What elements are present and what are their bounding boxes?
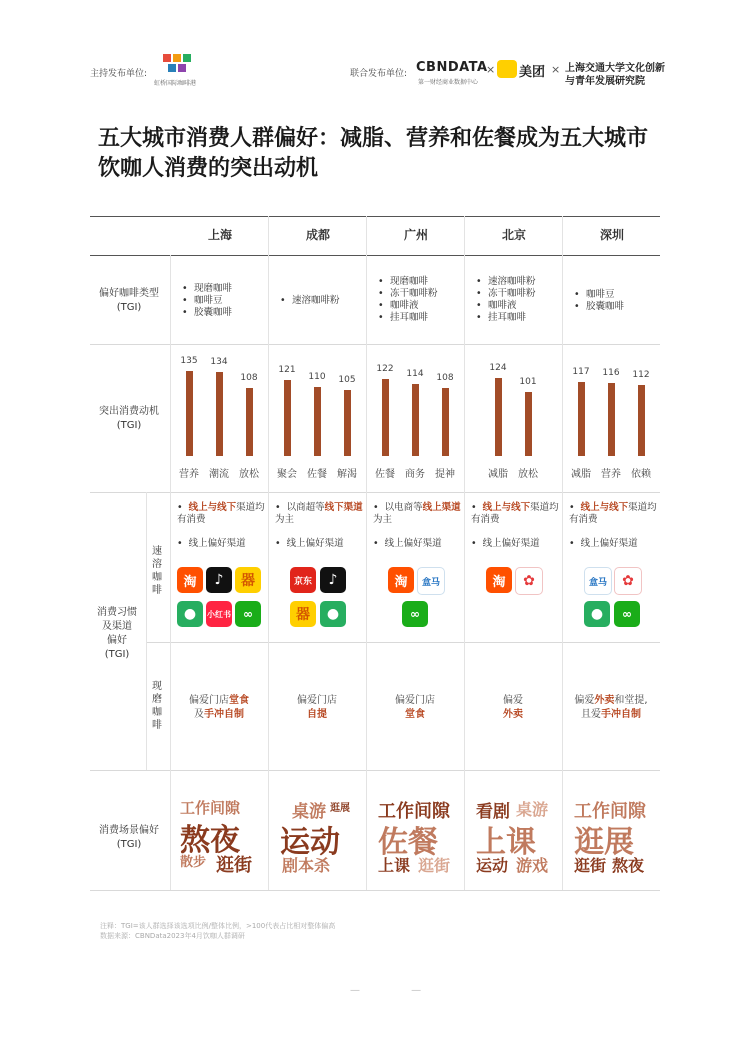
xiaohongshu-icon: 小红书: [206, 601, 232, 627]
row-label-text: 偏好: [107, 635, 127, 646]
chart-data-label: 114: [406, 369, 424, 380]
chart-bar: [382, 379, 389, 456]
times-sign-2: ×: [551, 63, 561, 76]
instant-channel-shanghai: [177, 502, 265, 526]
chart-bar: [186, 371, 193, 456]
host-logo-text: 虹桥国际咖啡港: [154, 80, 197, 87]
bullet-icon: •: [569, 538, 581, 549]
cloud-word: 工作间隙: [378, 801, 450, 822]
row-label-text: 及渠道: [102, 621, 132, 632]
cbndata-sub: 第一财经商业数据中心: [418, 79, 479, 86]
online-pref-text: 线上偏好渠道: [482, 538, 540, 549]
chart-data-label: 116: [602, 367, 620, 378]
channel-text: 渠道均有消费: [177, 502, 265, 525]
col-header-guangzhou: 广州: [403, 228, 428, 242]
row-label-coffee-type: [90, 287, 168, 315]
channel-text: 以商超等: [286, 502, 325, 513]
chart-bar: [216, 372, 223, 456]
chart-category-label: 放松: [518, 469, 538, 480]
note-line: 数据来源：CBNData2023年4月饮咖人群调研: [100, 932, 245, 940]
fresh-pref-chengdu: [268, 694, 366, 722]
row-label-text: (TGI): [116, 839, 142, 850]
meituan-text: 美团: [519, 65, 546, 80]
chart-category-label: 依赖: [631, 469, 651, 480]
cloud-word: 游戏: [516, 856, 549, 875]
online-pref-shanghai: [177, 538, 246, 550]
col-header-beijing: 北京: [501, 228, 526, 242]
online-pref-guangzhou: [373, 538, 442, 550]
taobao-icon: 淘: [388, 567, 414, 593]
meituan-logo: [497, 60, 517, 78]
online-pref-text: 线上偏好渠道: [580, 538, 638, 549]
chart-category-label: 减脂: [488, 469, 508, 480]
bullet-icon: •: [471, 538, 483, 549]
row-label-text: 突出消费动机: [99, 406, 159, 417]
chart-data-label: 101: [519, 377, 537, 388]
list-item: • 胶囊咖啡: [572, 301, 624, 313]
sub-label-fresh: 现磨咖啡: [152, 681, 162, 731]
chart-category-label: 佐餐: [307, 469, 327, 480]
sjtu-line1: 上海交通大学文化创新: [565, 63, 665, 74]
fresh-pref-shanghai: [170, 694, 268, 722]
cloud-word: 逛展: [330, 803, 350, 814]
cloud-word: 上课: [378, 856, 411, 875]
bullet-icon: •: [275, 502, 287, 513]
chart-data-label: 121: [278, 364, 296, 375]
footnote: [100, 921, 335, 941]
coffee-type-list-guangzhou: [376, 276, 438, 324]
chart-data-label: 117: [572, 367, 590, 378]
channel-emphasis: 线上与线下: [482, 502, 531, 513]
instant-channel-shenzhen: [569, 502, 657, 526]
col-header-shenzhen: 深圳: [599, 228, 624, 242]
channel-text: 渠道均有消费: [569, 502, 657, 525]
cloud-word: 桌游: [516, 800, 549, 819]
taobao-icon: 淘: [177, 567, 203, 593]
online-pref-text: 线上偏好渠道: [188, 538, 246, 549]
chart-data-label: 105: [338, 374, 356, 385]
bullet-icon: •: [275, 538, 287, 549]
col-divider: [562, 216, 563, 890]
online-pref-shenzhen: [569, 538, 638, 550]
fresh-market-icon: ●: [584, 601, 610, 627]
chart-bar: [638, 385, 645, 456]
pref-text: 且爱: [581, 709, 601, 720]
row-label-text: 偏好咖啡类型: [99, 288, 159, 299]
pref-text: 偏爱: [503, 695, 523, 706]
chart-data-label: 135: [180, 355, 198, 366]
col-divider: [170, 255, 171, 890]
pref-text: 偏爱: [574, 695, 595, 706]
list-item: • 胶囊咖啡: [180, 307, 232, 319]
col-header-shanghai: 上海: [207, 228, 232, 242]
scene-cloud-chengdu: [272, 795, 364, 875]
instant-channel-beijing: [471, 502, 559, 526]
chart-data-label: 108: [240, 372, 258, 383]
list-item: • 冻干咖啡粉: [376, 288, 438, 300]
online-pref-text: 线上偏好渠道: [384, 538, 442, 549]
coffee-type-list-beijing: [474, 276, 536, 324]
chart-data-label: 112: [632, 370, 650, 381]
pref-emphasis: 手冲自制: [204, 709, 244, 720]
list-item: • 冻干咖啡粉: [474, 288, 536, 300]
channel-text: 为主: [373, 514, 393, 525]
cloud-word-main: 佐餐: [378, 825, 438, 860]
bullet-icon: •: [471, 502, 483, 513]
channel-emphasis: 线上与线下: [188, 502, 237, 513]
cloud-word-main: 熬夜: [180, 823, 240, 858]
scene-cloud-shanghai: [174, 795, 266, 875]
pref-text: 偏爱门店: [297, 695, 337, 706]
pref-text: 和堂提,: [614, 695, 648, 706]
chart-category-label: 营养: [179, 469, 199, 480]
chart-data-label: 134: [210, 356, 228, 367]
list-item: • 速溶咖啡粉: [474, 276, 536, 288]
cloud-word: 剧本杀: [282, 856, 331, 875]
bullet-icon: •: [569, 502, 581, 513]
cloud-word: 运动: [476, 856, 509, 875]
douyin-icon: ♪: [206, 567, 232, 593]
pref-emphasis: 自提: [307, 709, 327, 720]
scene-cloud-guangzhou: [370, 795, 462, 875]
list-item: • 咖啡豆: [180, 295, 232, 307]
chart-bar: [608, 383, 615, 456]
list-item: • 现磨咖啡: [180, 283, 232, 295]
chart-bar: [578, 382, 585, 456]
pref-emphasis: 外卖: [503, 709, 523, 720]
instant-channel-guangzhou: [373, 502, 461, 526]
host-logo: [163, 54, 191, 76]
taobao-icon: 淘: [486, 567, 512, 593]
coffee-type-list-shenzhen: [572, 289, 624, 313]
list-item: • 咖啡液: [376, 300, 438, 312]
chart-data-label: 110: [308, 371, 326, 382]
row-label-text: 消费习惯: [97, 607, 137, 618]
cloud-word: 桌游: [292, 802, 326, 822]
hema-icon: 盒马: [417, 567, 445, 595]
mini-program-icon: ∞: [235, 601, 261, 627]
sub-divider: [146, 492, 147, 770]
chart-category-label: 营养: [601, 469, 621, 480]
pref-emphasis: 手冲自制: [601, 709, 641, 720]
chart-category-label: 商务: [405, 469, 425, 480]
row-label-habits: [90, 606, 144, 662]
chart-category-label: 减脂: [571, 469, 591, 480]
co-label: 联合发布单位:: [350, 69, 408, 79]
header-rule: [90, 255, 660, 256]
online-pref-chengdu: [275, 538, 344, 550]
host-label: 主持发布单位:: [90, 69, 148, 79]
cloud-word-main: 运动: [280, 825, 340, 860]
meituan-icon: 器: [290, 601, 316, 627]
pref-emphasis: 堂食: [405, 709, 425, 720]
cloud-word-main: 上课: [476, 825, 536, 860]
channel-text: 以电商等: [384, 502, 423, 513]
channel-emphasis: 线下渠道: [324, 502, 363, 513]
dianping-icon: ✿: [614, 567, 642, 595]
chart-bar: [495, 378, 502, 456]
channel-emphasis: 线上与线下: [580, 502, 629, 513]
pref-emphasis: 堂食: [229, 695, 249, 706]
list-item: • 咖啡豆: [572, 289, 624, 301]
pref-text: 偏爱门店: [395, 695, 435, 706]
coffee-type-list-shanghai: [180, 283, 232, 319]
cloud-word: 逛街: [574, 856, 607, 875]
bullet-icon: •: [373, 538, 385, 549]
meituan-icon: 器: [235, 567, 261, 593]
row-label-text: (TGI): [104, 649, 130, 660]
col-divider: [464, 216, 465, 890]
bullet-icon: •: [177, 502, 189, 513]
note-line: 注释：TGI=该人群选择该选项比例/整体比例，>100代表占比相对整体偏高: [100, 922, 336, 930]
mini-program-icon: ∞: [402, 601, 428, 627]
bullet-icon: •: [177, 538, 189, 549]
pref-emphasis: 外卖: [594, 695, 615, 706]
cloud-word: 工作间隙: [180, 799, 241, 817]
col-divider: [366, 216, 367, 890]
col-divider: [268, 216, 269, 890]
chart-data-label: 108: [436, 372, 454, 383]
row-rule-sub: [146, 642, 660, 643]
chart-data-label: 124: [489, 362, 507, 373]
bullet-icon: •: [373, 502, 385, 513]
chart-data-label: 122: [376, 364, 394, 375]
cloud-word: 逛街: [418, 856, 451, 875]
chart-category-label: 提神: [435, 469, 455, 480]
channel-emphasis: 线上渠道: [422, 502, 461, 513]
row-label-scene: [90, 824, 168, 852]
times-sign: ×: [486, 63, 496, 76]
chart-bar: [412, 384, 419, 456]
channel-text: 为主: [275, 514, 295, 525]
online-pref-beijing: [471, 538, 540, 550]
online-pref-text: 线上偏好渠道: [286, 538, 344, 549]
douyin-icon: ♪: [320, 567, 346, 593]
list-item: • 现磨咖啡: [376, 276, 438, 288]
row-label-text: (TGI): [116, 420, 142, 431]
row-label-text: (TGI): [116, 302, 142, 313]
chart-bar: [344, 390, 351, 456]
list-item: • 挂耳咖啡: [474, 312, 536, 324]
cloud-word: 看剧: [476, 802, 510, 822]
page-marks: — —: [350, 985, 446, 996]
chart-category-label: 解渴: [337, 469, 357, 480]
dianping-icon: ✿: [515, 567, 543, 595]
sub-label-instant: 速溶咖啡: [152, 546, 162, 596]
chart-category-label: 放松: [239, 469, 259, 480]
cloud-word: 工作间隙: [574, 801, 646, 822]
chart-category-label: 聚会: [277, 469, 297, 480]
row-label-text: 消费场景偏好: [99, 825, 159, 836]
sjtu-line2: 与青年发展研究院: [565, 76, 645, 87]
table-top-rule: [90, 216, 660, 217]
fresh-pref-guangzhou: [366, 694, 464, 722]
chart-bar: [246, 388, 253, 456]
chart-category-label: 潮流: [209, 469, 229, 480]
row-rule: [90, 890, 660, 891]
row-rule: [90, 770, 660, 771]
pref-text: 偏爱门店: [189, 695, 229, 706]
row-label-motive: [90, 405, 168, 433]
fresh-market-icon: ●: [320, 601, 346, 627]
col-header-chengdu: 成都: [305, 228, 330, 242]
cloud-word-main: 逛展: [574, 825, 634, 860]
coffee-type-list-chengdu: [278, 295, 340, 307]
list-item: • 挂耳咖啡: [376, 312, 438, 324]
jd-icon: 京东: [290, 567, 316, 593]
row-rule: [90, 344, 660, 345]
chart-bar: [314, 387, 321, 456]
cloud-word: 熬夜: [612, 856, 645, 875]
pref-text: 及: [194, 709, 204, 720]
channel-text: 渠道均有消费: [471, 502, 559, 525]
cbndata-logo: CBNDATA: [416, 60, 488, 75]
page-title: 五大城市消费人群偏好：减脂、营养和佐餐成为五大城市饮咖人消费的突出动机: [98, 126, 649, 181]
fresh-pref-beijing: [464, 694, 562, 722]
scene-cloud-shenzhen: [566, 795, 658, 875]
fresh-market-icon: ●: [177, 601, 203, 627]
cloud-word: 散步: [180, 855, 207, 870]
row-rule: [90, 492, 660, 493]
fresh-pref-shenzhen: [562, 694, 660, 722]
list-item: • 速溶咖啡粉: [278, 295, 340, 307]
cloud-word: 逛街: [216, 855, 252, 876]
list-item: • 咖啡液: [474, 300, 536, 312]
chart-bar: [284, 380, 291, 456]
scene-cloud-beijing: [468, 795, 560, 875]
chart-category-label: 佐餐: [375, 469, 395, 480]
chart-bar: [525, 392, 532, 456]
chart-bar: [442, 388, 449, 456]
mini-program-icon: ∞: [614, 601, 640, 627]
hema-icon: 盒马: [584, 567, 612, 595]
instant-channel-chengdu: [275, 502, 363, 526]
